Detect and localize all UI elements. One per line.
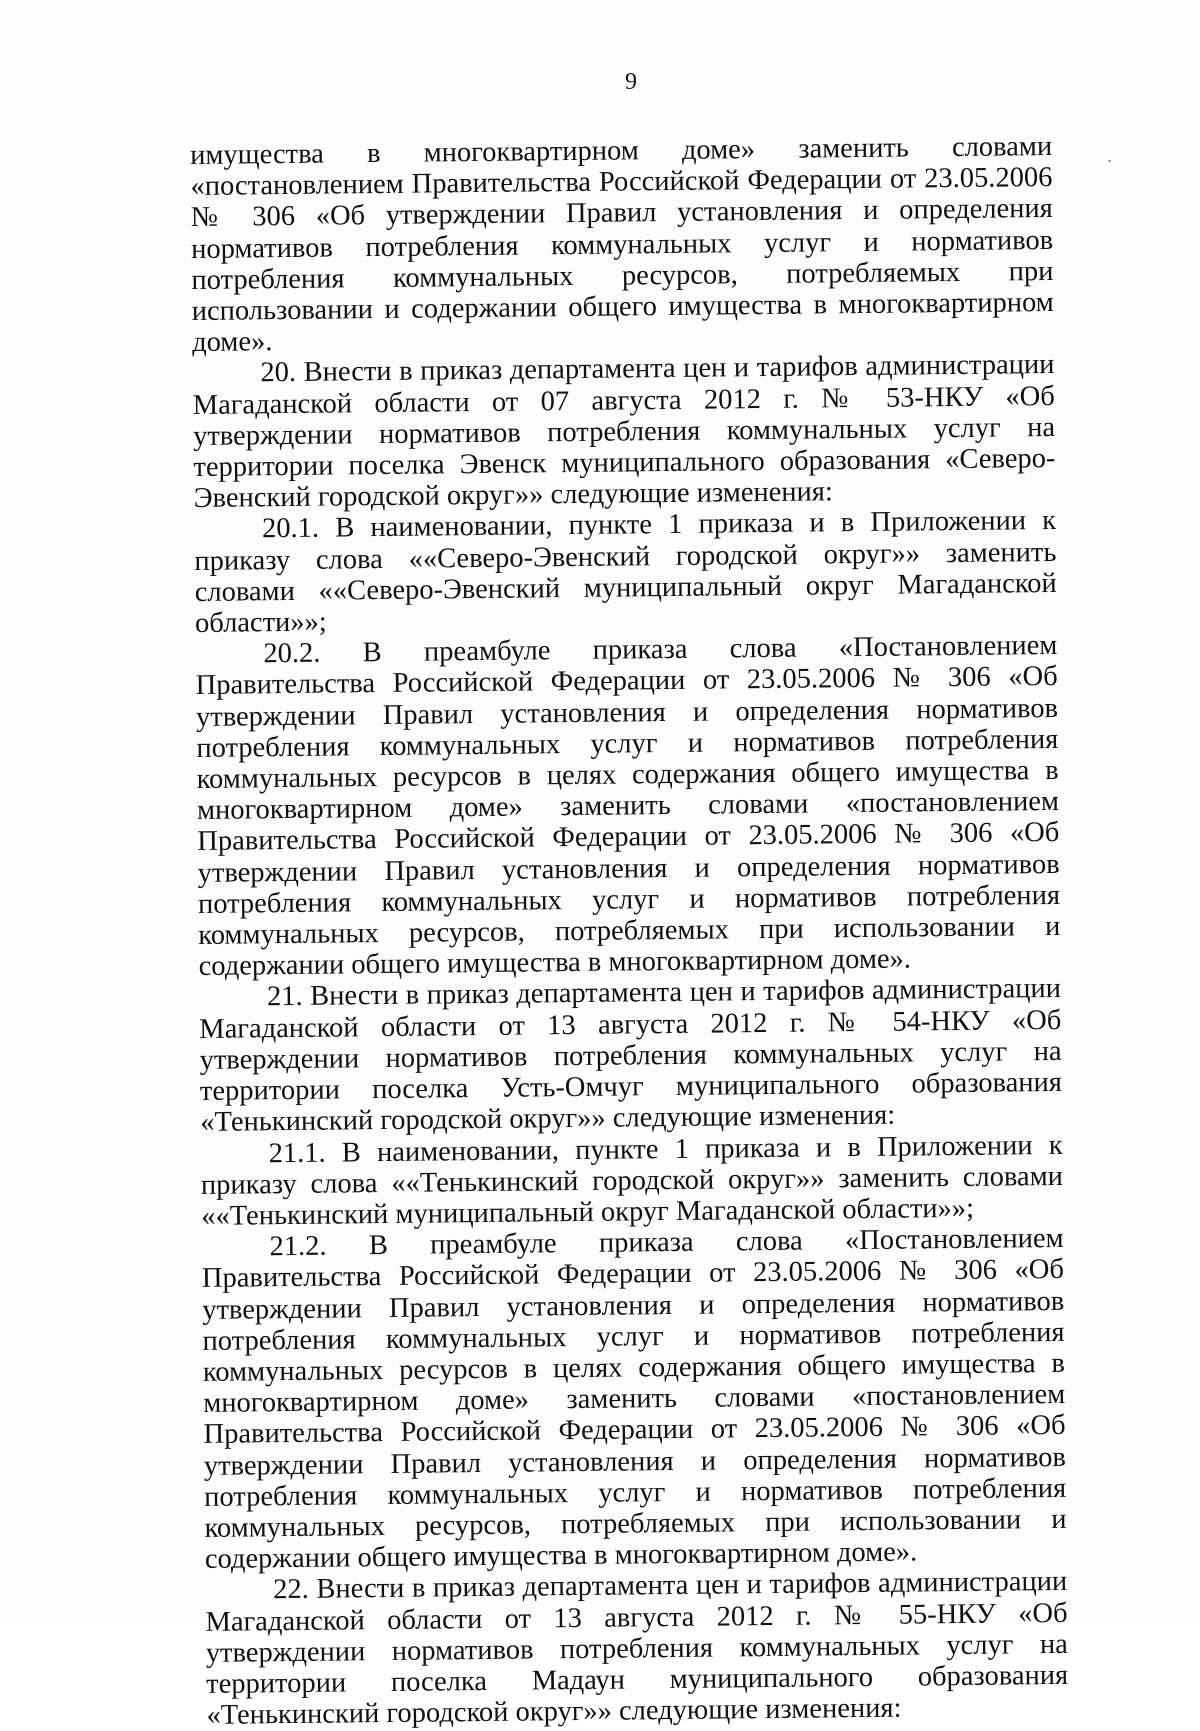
- document-body: [190, 131, 1069, 1731]
- paragraph-continuation: имущества в многоквартирном доме» заменить словами «постановлением Правительства Российской Федерации от 23.05.2006 № 306 «Об утверждении Правил установления и определения нормативов потребления коммунальных услуг и нормативов потребления коммунальных ресурсов, потребляемых при использовании и содержании общего имущества в многоквартирном доме».: [190, 130, 1054, 359]
- scan-speck: [1108, 160, 1111, 162]
- paragraph-item-20-2: 20.2. В преамбуле приказа слова «Постановлением Правительства Российской Федерации от 23.05.2006 № 306 «Об утверждении Правил установления и определения нормативов потребления коммунальных услуг и нормативов потребления коммунальных ресурсов в целях содержания общего имущества в многоквартирном доме» заменить словами «постановлением Правительства Российской Федерации от 23.05.2006 № 306 «Об утверждении Правил установления и определения нормативов потребления коммунальных услуг и нормативов потребления коммунальных ресурсов, потребляемых при использовании и содержании общего имущества в многоквартирном доме».: [195, 630, 1061, 983]
- paragraph-item-21: 21. Внести в приказ департамента цен и тарифов администрации Магаданской области от 13 августа 2012 г. № 54-НКУ «Об утверждении нормативов потребления коммунальных услуг на территории поселка Усть-Омчуг муниципального образования «Тенькинский городской округ»» следующие изменения:: [199, 973, 1063, 1139]
- page-number: 9: [625, 69, 637, 95]
- paragraph-item-22: 22. Внести в приказ департамента цен и тарифов администрации Магаданской области от 13 августа 2012 г. № 55-НКУ «Об утверждении нормативов потребления коммунальных услуг на территории поселка Мадаун муниципального образования «Тенькинский городской округ»» следующие изменения:: [205, 1566, 1069, 1731]
- paragraph-item-20-1: 20.1. В наименовании, пункте 1 приказа и в Приложении к приказу слова ««Северо-Эвенский городской округ»» заменить словами ««Северо-Эвенский муниципальный округ Магаданской области»»;: [194, 505, 1057, 640]
- paragraph-item-21-1: 21.1. В наименовании, пункте 1 приказа и в Приложении к приказу слова ««Тенькинский городской округ»» заменить словами ««Тенькинский муниципальный округ Магаданской области»»;: [200, 1129, 1064, 1232]
- paragraph-item-21-2: 21.2. В преамбуле приказа слова «Постановлением Правительства Российской Федерации от 23.05.2006 № 306 «Об утверждении Правил установления и определения нормативов потребления коммунальных услуг и нормативов потребления коммунальных ресурсов в целях содержания общего имущества в многоквартирном доме» заменить словами «постановлением Правительства Российской Федерации от 23.05.2006 № 306 «Об утверждении Правил установления и определения нормативов потребления коммунальных услуг и нормативов потребления коммунальных ресурсов, потребляемых при использовании и содержании общего имущества в многоквартирном доме».: [201, 1223, 1067, 1576]
- paragraph-item-20: 20. Внести в приказ департамента цен и тарифов администрации Магаданской области от 07 августа 2012 г. № 53-НКУ «Об утверждении нормативов потребления коммунальных услуг на территории поселка Эвенск муниципального образования «Северо-Эвенский городской округ»» следующие изменения:: [192, 349, 1056, 515]
